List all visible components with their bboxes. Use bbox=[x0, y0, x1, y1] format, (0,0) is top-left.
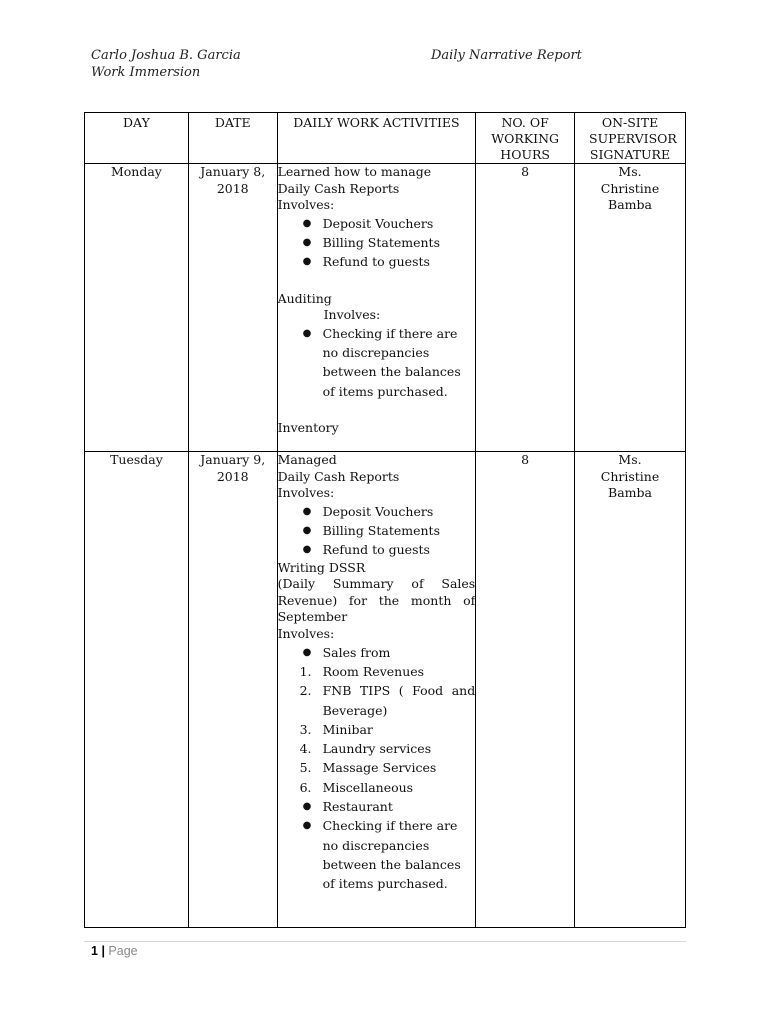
list-number: 2. bbox=[299, 683, 312, 699]
footer-divider bbox=[84, 941, 686, 942]
hours-cell bbox=[476, 164, 575, 452]
table-row bbox=[85, 452, 686, 928]
hours-text: 8 bbox=[521, 452, 530, 467]
final-bullet-list bbox=[278, 797, 476, 893]
sales-bullet-list bbox=[278, 643, 476, 662]
supervisor-name: Ms. Christine Bamba bbox=[600, 452, 660, 501]
page-footer bbox=[91, 944, 138, 958]
footer-separator: | bbox=[101, 944, 105, 958]
activity-bullet-list bbox=[278, 502, 476, 560]
supervisor-name: Ms. Christine Bamba bbox=[600, 164, 660, 213]
involves-label: Involves: bbox=[277, 626, 335, 642]
activity-bullet-list bbox=[278, 214, 476, 272]
page-label: Page bbox=[108, 944, 138, 958]
involves-label: Involves: bbox=[323, 307, 381, 323]
table-row bbox=[85, 164, 686, 452]
list-item: ● Deposit Vouchers bbox=[278, 502, 476, 521]
day-text: Monday bbox=[110, 164, 162, 179]
document-subtitle: Work Immersion bbox=[91, 65, 201, 80]
activities-cell bbox=[277, 452, 476, 928]
list-item bbox=[278, 720, 476, 739]
involves-label: Involves: bbox=[277, 485, 335, 501]
auditing-bullet-list bbox=[278, 324, 476, 401]
report-table bbox=[84, 112, 686, 928]
day-cell bbox=[85, 164, 189, 452]
inventory-heading: Inventory bbox=[277, 420, 339, 436]
hours-cell bbox=[476, 452, 575, 928]
table-header-row bbox=[85, 113, 686, 164]
list-number: 3. bbox=[299, 721, 312, 737]
list-item bbox=[278, 681, 476, 720]
list-item: ● Refund to guests bbox=[278, 252, 476, 271]
list-item bbox=[278, 758, 476, 777]
revenue-numbered-list bbox=[278, 662, 476, 797]
column-header-signature: ON-SITE SUPERVISOR SIGNATURE bbox=[575, 113, 686, 164]
hours-text: 8 bbox=[521, 164, 530, 179]
list-item: ● Restaurant bbox=[278, 797, 476, 816]
list-item: ● Sales from bbox=[278, 643, 476, 662]
writing-heading: Writing DSSR bbox=[277, 559, 366, 575]
activity-topic: Daily Cash Reports bbox=[277, 468, 400, 484]
page-number: 1 bbox=[91, 944, 98, 958]
column-header-hours: NO. OF WORKING HOURS bbox=[476, 113, 575, 164]
activity-intro: Managed bbox=[277, 452, 337, 467]
day-text: Tuesday bbox=[110, 452, 163, 467]
list-item: ● Checking if there are no discrepancies between the balances of items purchased. bbox=[278, 324, 476, 401]
column-header-date: DATE bbox=[188, 113, 277, 164]
list-item-text: Minibar bbox=[322, 721, 373, 737]
auditing-heading: Auditing bbox=[277, 290, 332, 306]
list-item: ● Deposit Vouchers bbox=[278, 214, 476, 233]
signature-cell bbox=[575, 164, 686, 452]
author-name: Carlo Joshua B. Garcia bbox=[91, 48, 241, 63]
date-cell bbox=[188, 452, 277, 928]
date-text: January 8, 2018 bbox=[200, 164, 266, 196]
day-cell bbox=[85, 452, 189, 928]
list-item bbox=[278, 739, 476, 758]
writing-description: (Daily Summary of Sales Revenue) for the month of September bbox=[277, 576, 476, 625]
date-text: January 9, 2018 bbox=[200, 452, 266, 484]
list-item: ● Billing Statements bbox=[278, 521, 476, 540]
list-number: 5. bbox=[299, 760, 312, 776]
activity-intro: Learned how to manage bbox=[277, 164, 432, 179]
activity-topic: Daily Cash Reports bbox=[277, 180, 400, 196]
column-header-day: DAY bbox=[85, 113, 189, 164]
list-item-text: Room Revenues bbox=[322, 663, 425, 679]
list-item-text: Miscellaneous bbox=[322, 779, 414, 795]
list-number: 6. bbox=[299, 779, 312, 795]
list-item-text: Massage Services bbox=[322, 760, 437, 776]
activities-cell bbox=[277, 164, 476, 452]
list-item bbox=[278, 778, 476, 797]
list-number: 1. bbox=[299, 663, 312, 679]
column-header-activities: DAILY WORK ACTIVITIES bbox=[277, 113, 476, 164]
document-title: Daily Narrative Report bbox=[431, 48, 582, 63]
signature-cell bbox=[575, 452, 686, 928]
list-item-text: Laundry services bbox=[322, 741, 432, 757]
list-number: 4. bbox=[299, 741, 312, 757]
list-item: ● Checking if there are no discrepancies between the balances of items purchased. bbox=[278, 816, 476, 893]
date-cell bbox=[188, 164, 277, 452]
list-item: ● Billing Statements bbox=[278, 233, 476, 252]
list-item: ● Refund to guests bbox=[278, 540, 476, 559]
involves-label: Involves: bbox=[277, 197, 335, 213]
list-item-text: FNB TIPS ( Food and Beverage) bbox=[322, 683, 476, 718]
list-item bbox=[278, 662, 476, 681]
